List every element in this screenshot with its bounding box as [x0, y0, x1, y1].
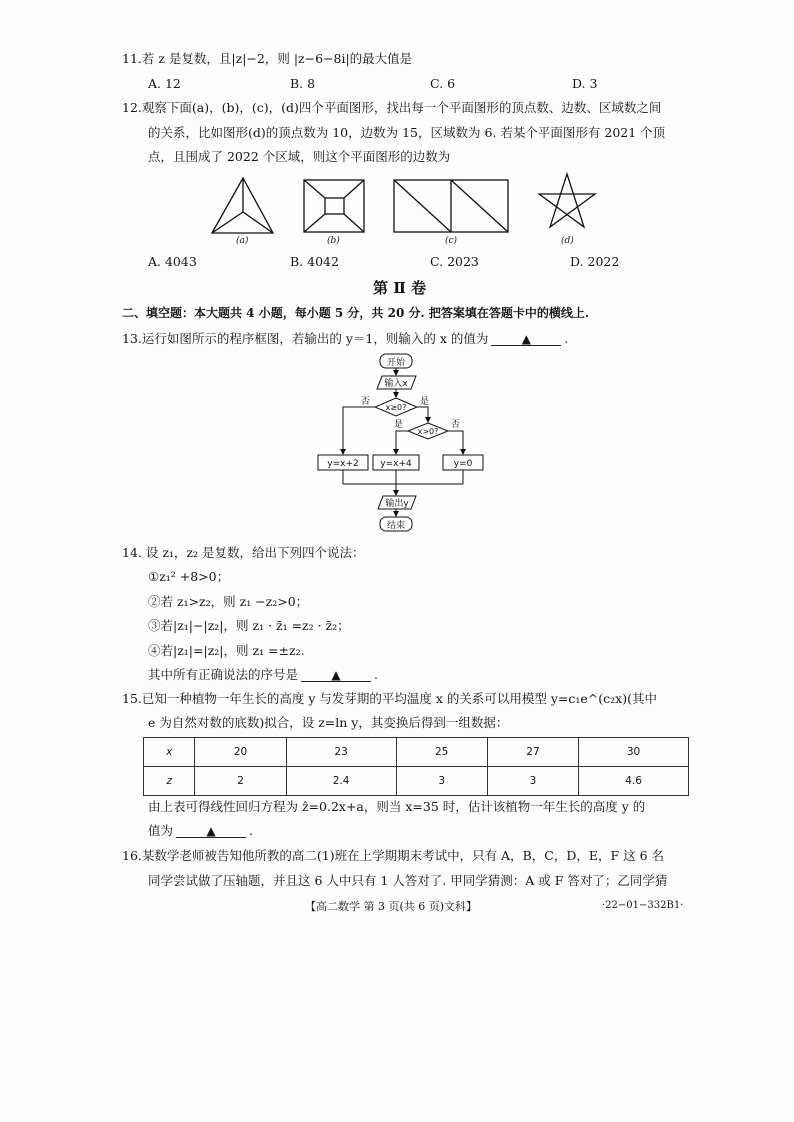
- table-cell: 25: [396, 738, 487, 767]
- q14-conclusion: [148, 667, 378, 682]
- q15-line4: [148, 823, 253, 838]
- flow-no1-label: 否: [360, 397, 370, 407]
- section-heading: 二、填空题：本大题共 4 小题，每小题 5 分，共 20 分. 把答案填在答题卡中的横线上.: [122, 306, 590, 320]
- q14-stem: 14. 设 z₁，z₂ 是复数，给出下列四个说法：: [122, 545, 365, 560]
- table-row: [144, 767, 689, 796]
- flow-start-label: 开始: [386, 358, 406, 368]
- flow-no2-label: 否: [451, 420, 461, 430]
- q11-option-b: B. 8: [290, 76, 316, 91]
- q15-data-table: [143, 737, 689, 796]
- table-cell: 30: [579, 738, 689, 767]
- flow-input-label: 输入x: [384, 379, 408, 389]
- q14-item-2: ②若 z₁>z₂，则 z₁ −z₂>0；: [148, 594, 309, 609]
- q14-conclusion-end: .: [374, 667, 378, 682]
- q11-option-a: A. 12: [148, 76, 181, 91]
- table-cell: 3: [487, 767, 578, 796]
- figure-a: [212, 178, 273, 233]
- q15-line3: 由上表可得线性回归方程为 ẑ=0.2x+a，则当 x=35 时，估计该植物一年生长的高度 y 的: [148, 799, 646, 814]
- q14-item-3: ③若|z₁|−|z₂|，则 z₁ · z̄₁ =z₂ · z̄₂；: [148, 618, 350, 633]
- figure-b: [304, 180, 364, 232]
- figure-c: [394, 180, 508, 232]
- q12-line1: 12.观察下面(a)，(b)，(c)，(d)四个平面图形，找出每一个平面图形的顶点数、边数、区域数之间: [122, 100, 662, 115]
- q15-line2: e 为自然对数的底数)拟合，设 z=ln y，其变换后得到一组数据：: [148, 715, 509, 730]
- q13-stem: [122, 331, 568, 346]
- q12-line3: 点，且围成了 2022 个区域，则这个平面图形的边数为: [148, 149, 451, 164]
- q15-line4-end: .: [249, 823, 253, 838]
- table-cell: 2.4: [286, 767, 396, 796]
- q13-stem-end: .: [564, 331, 569, 346]
- figure-c-label: (c): [445, 236, 458, 246]
- flow-cond1-label: x≥0?: [385, 403, 407, 412]
- table-cell: 23: [286, 738, 396, 767]
- q15-line4-text: 值为: [148, 823, 174, 838]
- table-cell: x: [144, 738, 195, 767]
- q14-conclusion-text: 其中所有正确说法的序号是: [148, 667, 299, 682]
- flow-box3-label: y=0: [453, 459, 473, 469]
- flow-cond2-label: x>0?: [417, 427, 439, 436]
- q12-option-d: D. 2022: [570, 254, 620, 269]
- q14-item-1: ①z₁² +8>0；: [148, 569, 230, 584]
- table-row: [144, 738, 689, 767]
- flow-yes2-label: 是: [393, 420, 403, 430]
- table-cell: 2: [195, 767, 286, 796]
- q12-option-a: A. 4043: [148, 254, 197, 269]
- figure-d: [539, 174, 595, 227]
- flow-box2-label: y=x+4: [380, 459, 412, 469]
- flow-end-label: 结束: [386, 521, 406, 531]
- figure-b-label: (b): [327, 236, 340, 246]
- q13-answer-blank: ▲: [491, 333, 561, 346]
- table-cell: 4.6: [579, 767, 689, 796]
- footer-page-info: 【高二数学 第 3 页(共 6 页)文科】: [305, 900, 478, 913]
- q13-flowchart: [300, 350, 500, 535]
- q15-answer-blank: ▲: [176, 825, 246, 838]
- q14-item-4: ④若|z₁|=|z₂|，则 z₁ =±z₂.: [148, 643, 305, 658]
- flow-box1-label: y=x+2: [327, 459, 359, 469]
- q13-stem-text: 13.运行如图所示的程序框图，若输出的 y＝1，则输入的 x 的值为: [122, 331, 489, 346]
- q16-line1: 16.某数学老师被告知他所教的高二(1)班在上学期期末考试中，只有 A，B，C，D，E，F 这 6 名: [122, 848, 665, 863]
- q15-line1: 15.已知一种植物一年生长的高度 y 与发芽期的平均温度 x 的关系可以用模型 y=c₁e^(c₂x)(其中: [122, 691, 657, 706]
- figure-d-label: (d): [561, 236, 574, 246]
- q11-option-d: D. 3: [572, 76, 598, 91]
- q11-stem: 11.若 z 是复数，且|z|−2，则 |z−6−8i|的最大值是: [122, 51, 413, 66]
- q12-figures: [0, 0, 794, 260]
- table-cell: 27: [487, 738, 578, 767]
- q12-option-b: B. 4042: [290, 254, 339, 269]
- figure-a-label: (a): [236, 236, 249, 246]
- q14-answer-blank: ▲: [301, 669, 371, 682]
- q11-option-c: C. 6: [430, 76, 456, 91]
- table-cell: z: [144, 767, 195, 796]
- q16-line2: 同学尝试做了压轴题，并且这 6 人中只有 1 人答对了. 甲同学猜测：A 或 F 答对了；乙同学猜: [148, 873, 668, 888]
- q12-line2: 的关系，比如图形(d)的顶点数为 10，边数为 15，区域数为 6. 若某个平面图形有 2021 个顶: [148, 125, 666, 140]
- table-cell: 3: [396, 767, 487, 796]
- flow-yes1-label: 是: [420, 397, 430, 407]
- footer-code: ·22−01−332B1·: [602, 900, 684, 911]
- section-title: 第 Ⅱ 卷: [373, 279, 427, 297]
- flow-output-label: 输出y: [385, 499, 409, 509]
- table-cell: 20: [195, 738, 286, 767]
- q12-option-c: C. 2023: [430, 254, 479, 269]
